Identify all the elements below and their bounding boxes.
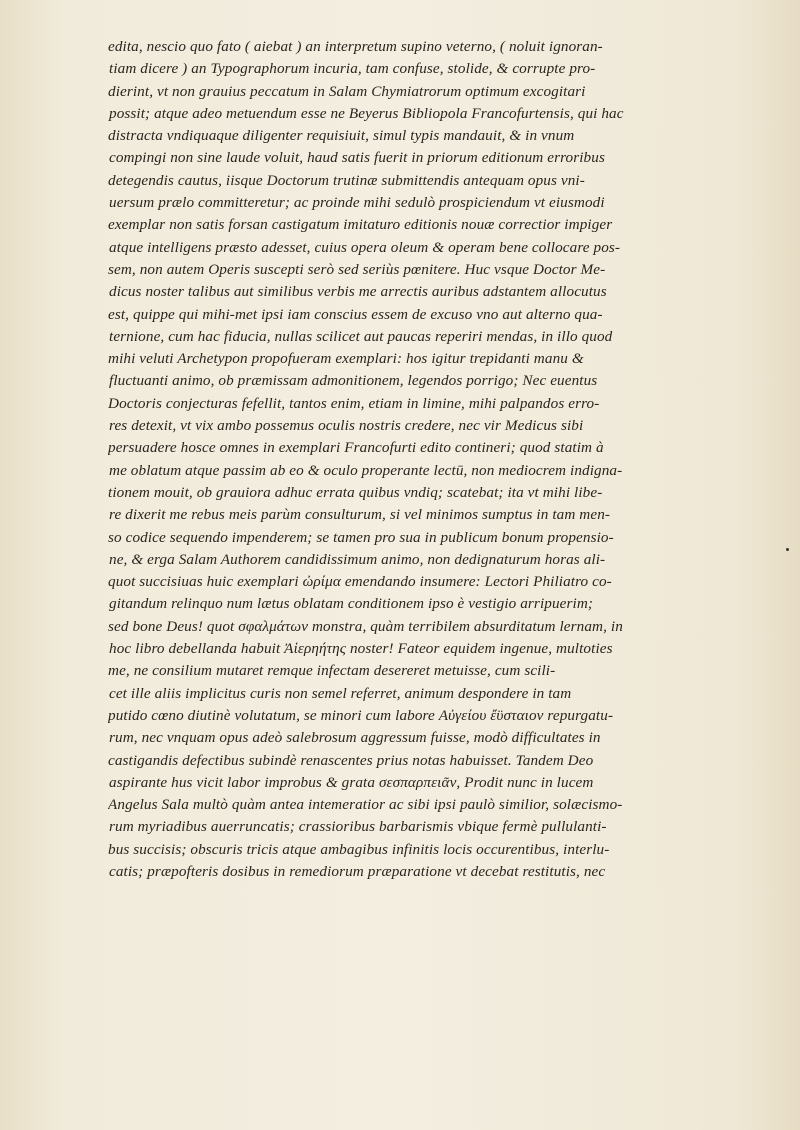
text-line: atque intelligens præsto adesset, cuius opera oleum & operam bene collocare pos- bbox=[109, 238, 621, 256]
text-line: exemplar non satis forsan castigatum imitaturo editionis nouæ correctior impiger bbox=[108, 216, 613, 234]
text-line: est, quippe qui mihi-met ipsi iam conscius essem de excuso vno aut alterno qua- bbox=[108, 305, 603, 323]
text-line: sem, non autem Operis suscepti serò sed seriùs pœnitere. Huc vsque Doctor Me- bbox=[108, 260, 606, 278]
text-line: aspirante hus vicit labor improbus & grata σεσπαρπειᾶν, Prodit nunc in lucem bbox=[109, 773, 594, 791]
text-line: tiam dicere ) an Typographorum incuria, tam confuse, stolide, & corrupte pro- bbox=[109, 60, 596, 78]
text-line: uersum prælo committeretur; ac proinde mihi sedulò prospiciendum vt eiusmodi bbox=[109, 194, 605, 212]
text-line: sed bone Deus! quot σφαλμάτων monstra, quàm terribilem absurditatum lernam, in bbox=[108, 617, 623, 635]
text-line: bus succisis; obscuris tricis atque ambagibus infinitis locis occurentibus, interlu- bbox=[108, 840, 610, 858]
text-line: gitandum relinquo num lætus oblatam conditionem ipso è vestigio arripuerim; bbox=[109, 595, 594, 613]
text-line: re dixerit me rebus meis parùm consulturum, si vel minimos sumptus in tam men- bbox=[109, 506, 611, 524]
text-line: hoc libro debellanda habuit Ἀἱερηήτης noster! Fateor equidem ingenue, multoties bbox=[109, 640, 613, 658]
text-line: tionem mouit, ob grauiora adhuc errata quibus vndiq; scatebat; ita vt mihi libe- bbox=[108, 483, 603, 501]
text-line: catis; præpofteris dosibus in remediorum præparatione vt decebat restitutis, nec bbox=[109, 862, 606, 880]
text-line: rum myriadibus auerruncatis; crassioribus barbarismis vbique fermè pullulanti- bbox=[109, 818, 607, 836]
text-line: dicus noster talibus aut similibus verbis me arrectis auribus adstantem allocutus bbox=[109, 283, 607, 301]
text-line: mihi veluti Archetypon propofueram exemplari: hos igitur trepidanti manu & bbox=[108, 350, 584, 368]
text-line: edita, nescio quo fato ( aiebat ) an interpretum supino veterno, ( noluit ignoran- bbox=[108, 38, 603, 55]
text-line: quot succisiuas huic exemplari ὠρίμα emendando insumere: Lectori Philiatro co- bbox=[108, 573, 612, 591]
text-line: res detexit, vt vix ambo possemus oculis nostris credere, nec vir Medicus sibi bbox=[109, 417, 584, 435]
text-line: Doctoris conjecturas fefellit, tantos enim, etiam in limine, mihi palpandos erro- bbox=[108, 394, 600, 412]
text-line: putido cœno diutinè volutatum, se minori cum labore Αὐγείου ἔϋσταιον repurgatu- bbox=[108, 706, 614, 724]
text-line: dierint, vt non grauius peccatum in Salam Chymiatrorum optimum excogitari bbox=[108, 82, 586, 100]
text-line: distracta vndiquaque diligenter requisiuit, simul typis mandauit, & in vnum bbox=[108, 127, 575, 145]
text-line: so codice sequendo impenderem; se tamen pro sua in publicum bonum propensio- bbox=[108, 528, 614, 546]
text-line: ne, & erga Salam Authorem candidissimum animo, non dedignaturum horas ali- bbox=[109, 550, 606, 568]
text-line: rum, nec vnquam opus adeò salebrosum aggressum fuisse, modò difficultates in bbox=[109, 729, 601, 747]
margin-ink-dot bbox=[786, 548, 789, 551]
text-line: possit; atque adeo metuendum esse ne Beyerus Bibliopola Francofurtensis, qui hac bbox=[109, 104, 624, 122]
text-line: fluctuanti animo, ob præmissam admonitionem, legendos porrigo; Nec euentus bbox=[109, 372, 598, 390]
text-line: cet ille aliis implicitus curis non semel referret, animum despondere in tam bbox=[109, 684, 572, 702]
text-line: detegendis cautus, iisque Doctorum trutinæ submittendis antequam opus vni- bbox=[108, 171, 585, 189]
text-line: persuadere hosce omnes in exemplari Francofurti edito contineri; quod statim à bbox=[108, 439, 604, 457]
text-line: castigandis defectibus subindè renascentes prius notas habuisset. Tandem Deo bbox=[108, 751, 594, 769]
text-line: Angelus Sala multò quàm antea intemeratior ac sibi ipsi paulò similior, solæcismo- bbox=[108, 796, 623, 814]
text-line: ternione, cum hac fiducia, nullas scilicet aut paucas reperiri mendas, in illo quod bbox=[109, 327, 613, 345]
text-line: compingi non sine laude voluit, haud satis fuerit in priorum editionum erroribus bbox=[109, 149, 605, 167]
text-line: me, ne consilium mutaret remque infectam desereret metuisse, cum scili- bbox=[108, 662, 556, 680]
text-line: me oblatum atque passim ab eo & oculo properante lectū, non mediocrem indigna- bbox=[109, 461, 623, 479]
latin-text-block bbox=[108, 36, 768, 883]
